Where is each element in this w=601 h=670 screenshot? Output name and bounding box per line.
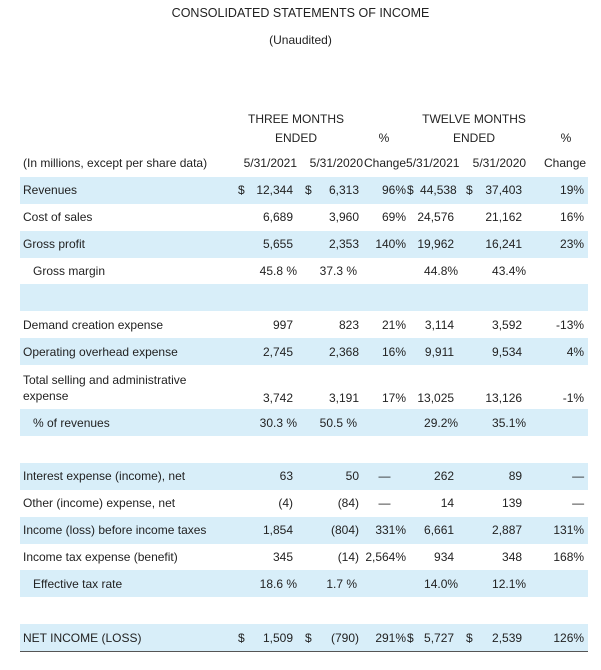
row-gross-margin — [20, 258, 588, 285]
row-label: Gross margin — [33, 264, 106, 278]
value-q-change: 331% — [363, 517, 406, 544]
value-y-change: — — [572, 496, 585, 511]
currency-symbol: $ — [297, 177, 312, 204]
value-q-2020: 2,353 — [297, 231, 363, 258]
col-q-2020: 5/31/2020 — [309, 156, 364, 171]
value-q-change: 2,564% — [365, 550, 407, 565]
currency-symbol: $ — [230, 177, 247, 204]
value-q-2021: 12,344 — [247, 177, 297, 204]
currency-symbol: $ — [406, 624, 420, 651]
value-q-2021: 30.3 % — [230, 409, 297, 436]
row-net-income — [20, 624, 588, 651]
row-label: % of revenues — [20, 409, 230, 436]
value-y-2020: 43.4% — [492, 264, 527, 278]
value-y-change: 4% — [526, 338, 588, 365]
value-q-change: 21% — [382, 317, 407, 332]
value-q-2021: 345 — [272, 550, 294, 565]
value-y-2021: 44.8% — [424, 264, 459, 278]
row-interest-expense — [20, 463, 588, 490]
value-q-2020: 50 — [297, 463, 363, 490]
row-revenues — [20, 177, 588, 204]
col-q-change: Change — [363, 156, 407, 171]
three-months-header — [236, 110, 356, 148]
value-y-2020: 139 — [502, 496, 523, 511]
twelve-months-header — [410, 110, 538, 148]
value-q-2020: 37.3 % — [319, 264, 358, 278]
value-q-2020: 823 — [339, 317, 360, 332]
value-y-2021: 29.2% — [406, 409, 458, 436]
value-y-2020: 16,241 — [458, 231, 526, 258]
row-cost-of-sales — [20, 204, 588, 231]
value-y-change: -13% — [556, 317, 585, 332]
currency-symbol: $ — [297, 624, 312, 651]
value-y-2021: 9,911 — [406, 338, 458, 365]
value-y-2021: 44,538 — [420, 177, 458, 204]
value-q-2021: 6,689 — [262, 210, 294, 225]
value-q-change: 16% — [363, 338, 406, 365]
value-q-2020: (790) — [312, 624, 363, 651]
value-y-2020: 3,592 — [492, 317, 523, 332]
col-y-2020: 5/31/2020 — [472, 156, 527, 171]
pct-header-1: % — [378, 131, 390, 145]
value-y-2020: 89 — [458, 463, 526, 490]
row-gross-profit — [20, 231, 588, 258]
value-q-change: 291% — [363, 624, 406, 651]
currency-symbol: $ — [458, 177, 474, 204]
value-q-change: 96% — [363, 177, 406, 204]
value-y-2021: 14 — [440, 496, 455, 511]
value-q-2021: 3,742 — [262, 391, 294, 406]
value-y-change: — — [526, 463, 588, 490]
row-label: Cost of sales — [23, 210, 93, 225]
value-y-change: 19% — [526, 177, 588, 204]
value-y-2021: 3,114 — [424, 317, 455, 332]
value-q-2020: 3,191 — [329, 391, 360, 406]
row-pct-of-revenues — [20, 409, 588, 436]
value-y-change: 131% — [526, 517, 588, 544]
value-q-2020: (84) — [337, 496, 360, 511]
row-label: Demand creation expense — [23, 317, 164, 332]
value-y-2021: 934 — [434, 550, 455, 565]
value-q-2021: 63 — [230, 463, 297, 490]
row-income-before-taxes — [20, 517, 588, 544]
value-y-2020: 13,126 — [485, 391, 523, 406]
value-q-2020: 2,368 — [297, 338, 363, 365]
column-label: (In millions, except per share data) — [23, 156, 208, 171]
row-other-expense — [20, 490, 588, 517]
twelve-months-line1: TWELVE MONTHS — [422, 112, 526, 126]
row-effective-tax-rate — [20, 570, 588, 597]
value-y-2020: 12.1% — [458, 570, 526, 597]
col-y-2021: 5/31/2021 — [406, 156, 460, 171]
row-spacer — [20, 436, 588, 463]
report-title: CONSOLIDATED STATEMENTS OF INCOME — [171, 6, 430, 20]
value-q-2020: (804) — [297, 517, 363, 544]
value-q-2021: 18.6 % — [230, 570, 297, 597]
value-y-2021: 19,962 — [406, 231, 458, 258]
value-q-2021: 2,745 — [230, 338, 297, 365]
value-y-change: 126% — [526, 624, 588, 651]
value-q-2021: 1,854 — [230, 517, 297, 544]
value-q-2020: 3,960 — [329, 210, 360, 225]
row-label: Income (loss) before income taxes — [20, 517, 230, 544]
value-q-change: 140% — [363, 231, 406, 258]
twelve-months-line2: ENDED — [452, 131, 495, 145]
value-q-2021: 5,655 — [230, 231, 297, 258]
row-label: Interest expense (income), net — [20, 463, 230, 490]
value-y-2020: 9,534 — [458, 338, 526, 365]
value-q-2021: 1,509 — [247, 624, 297, 651]
col-y-change: Change — [544, 156, 587, 171]
row-label: Gross profit — [20, 231, 230, 258]
row-label: Revenues — [20, 177, 230, 204]
value-q-change: — — [363, 463, 406, 490]
three-months-line1: THREE MONTHS — [248, 112, 344, 126]
row-label: Income tax expense (benefit) — [23, 550, 178, 565]
col-q-2021: 5/31/2021 — [243, 156, 298, 171]
row-income-tax — [20, 544, 588, 571]
value-y-2021: 5,727 — [420, 624, 458, 651]
column-header-row — [20, 150, 588, 177]
row-label: NET INCOME (LOSS) — [20, 624, 230, 651]
value-y-2020: 348 — [502, 550, 523, 565]
income-statement-table — [20, 150, 588, 652]
row-label: Effective tax rate — [20, 570, 230, 597]
value-y-2021: 6,661 — [406, 517, 458, 544]
row-total-selling-admin — [20, 365, 588, 409]
value-q-change: 17% — [382, 391, 407, 406]
value-y-change: 168% — [553, 550, 585, 565]
currency-symbol: $ — [458, 624, 474, 651]
value-y-change: -1% — [562, 391, 585, 406]
value-y-2020: 21,162 — [485, 210, 523, 225]
three-months-line2: ENDED — [274, 131, 317, 145]
row-label: Other (income) expense, net — [23, 496, 176, 511]
row-spacer — [20, 597, 588, 624]
value-q-2021: 997 — [272, 317, 294, 332]
pct-header-2: % — [560, 131, 572, 145]
currency-symbol: $ — [406, 177, 420, 204]
value-q-change: 69% — [382, 210, 407, 225]
value-y-2021: 24,576 — [417, 210, 455, 225]
value-y-2020: 2,539 — [474, 624, 526, 651]
value-q-2020: 1.7 % — [297, 570, 363, 597]
row-label: Operating overhead expense — [20, 338, 230, 365]
value-q-change: — — [378, 496, 391, 511]
row-demand-creation — [20, 311, 588, 338]
value-q-2021: (4) — [278, 496, 294, 511]
row-spacer — [20, 284, 588, 311]
value-q-2020: 50.5 % — [297, 409, 363, 436]
value-y-2020: 35.1% — [458, 409, 526, 436]
value-q-2020: 6,313 — [312, 177, 363, 204]
value-y-2021: 14.0% — [406, 570, 458, 597]
value-y-2020: 2,887 — [458, 517, 526, 544]
currency-symbol: $ — [230, 624, 247, 651]
value-y-change: 16% — [560, 210, 585, 225]
value-y-2021: 13,025 — [417, 391, 455, 406]
value-y-2021: 262 — [406, 463, 458, 490]
value-y-2020: 37,403 — [474, 177, 526, 204]
row-operating-overhead — [20, 338, 588, 365]
value-y-change: 23% — [526, 231, 588, 258]
row-label: Total selling and administrative expense — [23, 373, 187, 404]
value-q-2021: 45.8 % — [259, 264, 298, 278]
report-subtitle: (Unaudited) — [269, 33, 332, 47]
value-q-2020: (14) — [337, 550, 360, 565]
